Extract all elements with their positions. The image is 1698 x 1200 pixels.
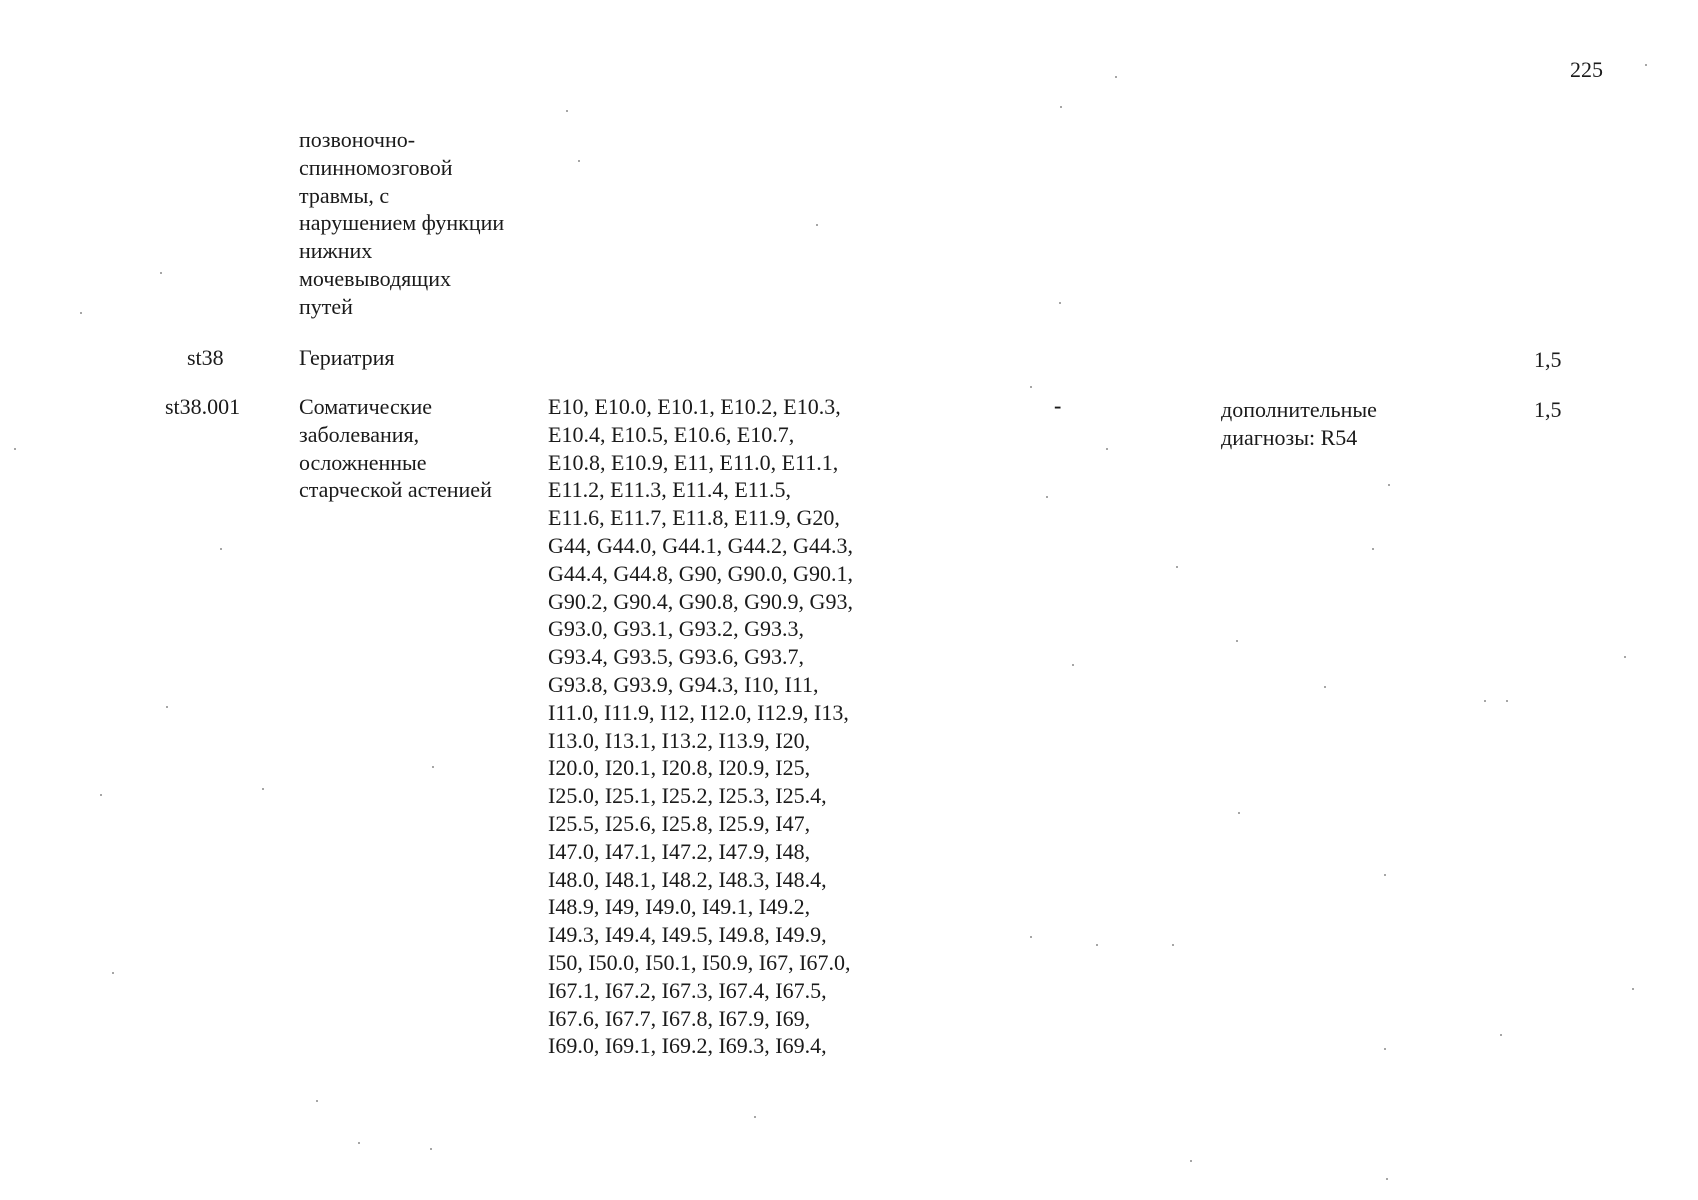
scan-speck xyxy=(1115,76,1117,78)
diagnosis-line: I49.3, I49.4, I49.5, I49.8, I49.9, xyxy=(548,922,827,948)
diagnosis-line: I47.0, I47.1, I47.2, I47.9, I48, xyxy=(548,838,811,864)
scan-speck xyxy=(1236,640,1238,642)
scan-speck xyxy=(1176,566,1178,568)
diagnosis-line: I25.5, I25.6, I25.8, I25.9, I47, xyxy=(548,810,811,836)
name-line: заболевания, xyxy=(299,421,420,447)
row-procedures: - xyxy=(1054,393,1062,418)
scan-speck xyxy=(1172,944,1174,946)
scan-speck xyxy=(1388,484,1390,486)
scan-speck xyxy=(262,788,264,790)
row-name: Гериатрия xyxy=(299,345,395,370)
scan-speck xyxy=(1059,302,1061,304)
name-line: Соматические xyxy=(299,394,432,419)
row-coefficient: 1,5 xyxy=(1534,347,1562,372)
criteria-line: диагнозы: R54 xyxy=(1221,424,1358,450)
diagnosis-line: I20.0, I20.1, I20.8, I20.9, I25, xyxy=(548,755,811,781)
page-number: 225 xyxy=(1570,57,1603,82)
diagnosis-line: G93.8, G93.9, G94.3, I10, I11, xyxy=(548,671,819,697)
scan-speck xyxy=(1386,1178,1388,1180)
diagnosis-line: E10.4, E10.5, E10.6, E10.7, xyxy=(548,421,795,447)
scan-speck xyxy=(100,794,102,796)
row-coefficient: 1,5 xyxy=(1534,397,1562,422)
diagnosis-line: G44.4, G44.8, G90, G90.0, G90.1, xyxy=(548,560,853,586)
scan-speck xyxy=(1106,448,1108,450)
name-line: нарушением функции xyxy=(299,210,505,236)
scan-speck xyxy=(1190,1160,1192,1162)
row-code: st38.001 xyxy=(165,394,241,419)
scan-speck xyxy=(220,548,222,550)
scan-speck xyxy=(14,448,16,450)
scan-speck xyxy=(1500,1034,1502,1036)
continuation-name-cell xyxy=(299,126,504,321)
diagnosis-line: I69.0, I69.1, I69.2, I69.3, I69.4, xyxy=(548,1033,827,1059)
scan-speck xyxy=(1632,988,1634,990)
diagnosis-line: G93.4, G93.5, G93.6, G93.7, xyxy=(548,644,805,670)
name-line: травмы, с xyxy=(299,182,390,208)
name-line: нижних xyxy=(299,238,373,264)
name-line: мочевыводящих xyxy=(299,265,451,291)
name-line: спинномозговой xyxy=(299,154,453,180)
diagnosis-line: I48.9, I49, I49.0, I49.1, I49.2, xyxy=(548,894,811,920)
scan-speck xyxy=(1372,548,1374,550)
scan-speck xyxy=(316,1100,318,1102)
diagnosis-line: E10, E10.0, E10.1, E10.2, E10.3, xyxy=(548,394,841,419)
name-line: осложненные xyxy=(299,449,427,475)
scan-speck xyxy=(1384,874,1386,876)
diagnosis-line: I25.0, I25.1, I25.2, I25.3, I25.4, xyxy=(548,783,827,809)
row-other-criteria xyxy=(1221,396,1377,452)
diagnosis-line: I11.0, I11.9, I12, I12.0, I12.9, I13, xyxy=(548,699,849,725)
scan-speck xyxy=(1324,686,1326,688)
criteria-line: дополнительные xyxy=(1221,397,1377,422)
diagnosis-line: I67.1, I67.2, I67.3, I67.4, I67.5, xyxy=(548,977,827,1003)
scan-speck xyxy=(1030,936,1032,938)
scan-speck xyxy=(1096,944,1098,946)
scan-speck xyxy=(430,1148,432,1150)
diagnosis-line: G90.2, G90.4, G90.8, G90.9, G93, xyxy=(548,588,853,614)
row-name-cell xyxy=(299,393,492,504)
scan-speck xyxy=(80,312,82,314)
diagnosis-line: G44, G44.0, G44.1, G44.2, G44.3, xyxy=(548,532,853,558)
diagnosis-line: E11.2, E11.3, E11.4, E11.5, xyxy=(548,477,791,503)
scan-speck xyxy=(816,224,818,226)
diagnosis-line: I13.0, I13.1, I13.2, I13.9, I20, xyxy=(548,727,811,753)
diagnosis-line: E11.6, E11.7, E11.8, E11.9, G20, xyxy=(548,505,840,531)
scan-speck xyxy=(1384,1048,1386,1050)
scan-speck xyxy=(160,272,162,274)
scan-speck xyxy=(1030,386,1032,388)
scan-speck xyxy=(1072,664,1074,666)
row-code: st38 xyxy=(187,345,224,370)
diagnosis-line: I48.0, I48.1, I48.2, I48.3, I48.4, xyxy=(548,866,827,892)
scan-speck xyxy=(1645,64,1647,66)
scan-speck xyxy=(566,110,568,112)
scan-speck xyxy=(1506,700,1508,702)
diagnosis-line: G93.0, G93.1, G93.2, G93.3, xyxy=(548,616,805,642)
scan-speck xyxy=(112,972,114,974)
scan-speck xyxy=(358,1142,360,1144)
name-line: старческой астенией xyxy=(299,477,492,503)
scan-speck xyxy=(578,160,580,162)
scan-speck xyxy=(1238,812,1240,814)
diagnosis-line: I50, I50.0, I50.1, I50.9, I67, I67.0, xyxy=(548,949,851,975)
scan-speck xyxy=(1060,106,1062,108)
scan-speck xyxy=(166,706,168,708)
name-line: путей xyxy=(299,293,353,319)
diagnosis-line: I67.6, I67.7, I67.8, I67.9, I69, xyxy=(548,1005,811,1031)
scan-speck xyxy=(1624,656,1626,658)
scan-speck xyxy=(1046,496,1048,498)
scan-speck xyxy=(432,766,434,768)
scan-speck xyxy=(1484,700,1486,702)
row-diagnosis-codes xyxy=(548,393,853,1060)
scan-speck xyxy=(754,1116,756,1118)
name-line: позвоночно- xyxy=(299,127,416,152)
diagnosis-line: E10.8, E10.9, E11, E11.0, E11.1, xyxy=(548,449,839,475)
